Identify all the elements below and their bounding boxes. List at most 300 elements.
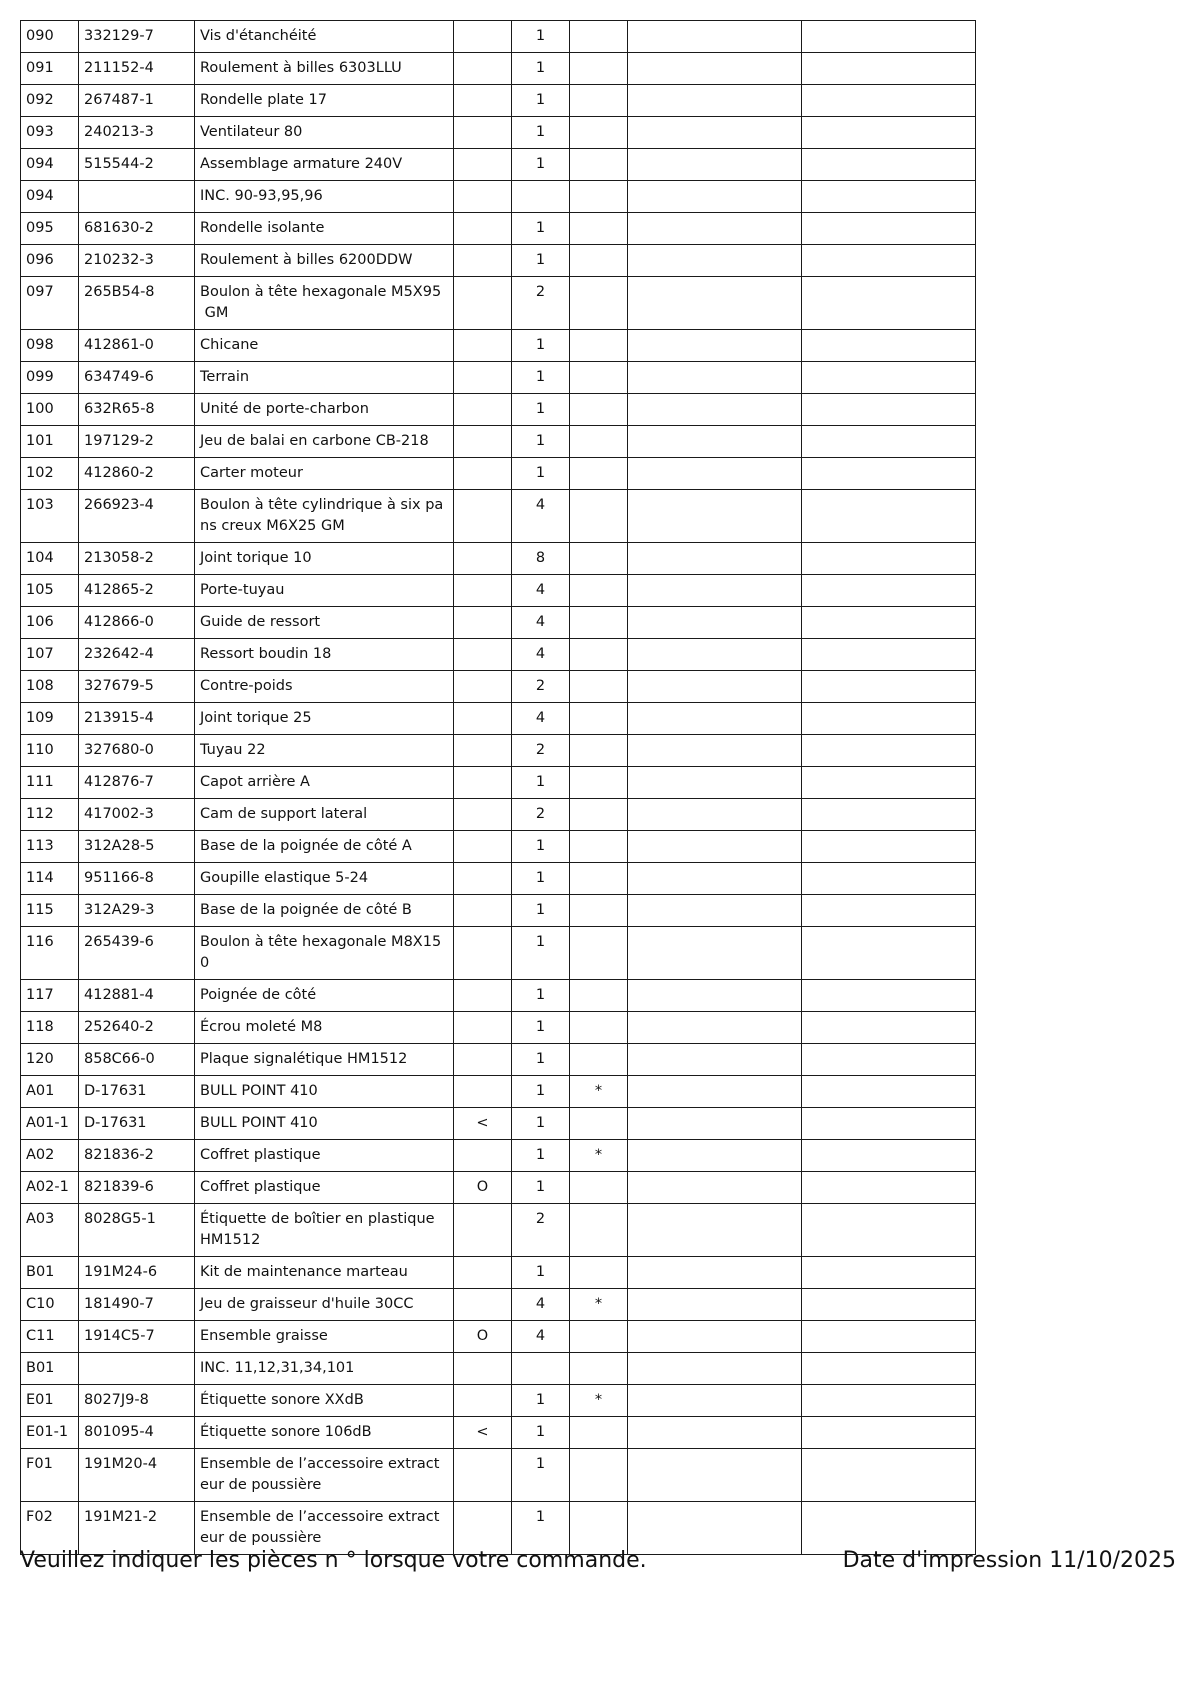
blank-cell xyxy=(802,1044,976,1076)
blank-cell xyxy=(802,607,976,639)
blank-cell xyxy=(628,1289,802,1321)
table-row xyxy=(21,1321,976,1353)
quantity-cell: 8 xyxy=(512,543,570,575)
flag-cell xyxy=(570,277,628,330)
blank-cell xyxy=(628,394,802,426)
item-number-cell: 101 xyxy=(21,426,79,458)
blank-cell xyxy=(628,767,802,799)
marker-cell xyxy=(454,1044,512,1076)
item-number-cell: 118 xyxy=(21,1012,79,1044)
table-row xyxy=(21,831,976,863)
marker-cell xyxy=(454,895,512,927)
marker-cell xyxy=(454,1289,512,1321)
table-row xyxy=(21,117,976,149)
blank-cell xyxy=(802,1076,976,1108)
description-cell: Contre-poids xyxy=(195,671,454,703)
item-number-cell: 104 xyxy=(21,543,79,575)
flag-cell xyxy=(570,85,628,117)
table-row xyxy=(21,1449,976,1502)
marker-cell xyxy=(454,1012,512,1044)
description-cell: Plaque signalétique HM1512 xyxy=(195,1044,454,1076)
flag-cell xyxy=(570,53,628,85)
quantity-cell: 1 xyxy=(512,117,570,149)
blank-cell xyxy=(802,1204,976,1257)
blank-cell xyxy=(802,735,976,767)
table-row xyxy=(21,213,976,245)
item-number-cell: 115 xyxy=(21,895,79,927)
item-number-cell: 114 xyxy=(21,863,79,895)
table-row xyxy=(21,895,976,927)
table-row xyxy=(21,53,976,85)
part-number-cell: 8028G5-1 xyxy=(79,1204,195,1257)
description-cell: Écrou moleté M8 xyxy=(195,1012,454,1044)
table-row xyxy=(21,671,976,703)
quantity-cell: 1 xyxy=(512,895,570,927)
blank-cell xyxy=(802,1172,976,1204)
description-cell: Étiquette de boîtier en plastique HM1512 xyxy=(195,1204,454,1257)
quantity-cell: 2 xyxy=(512,735,570,767)
marker-cell xyxy=(454,490,512,543)
flag-cell xyxy=(570,831,628,863)
table-row xyxy=(21,735,976,767)
table-row xyxy=(21,85,976,117)
marker-cell xyxy=(454,85,512,117)
blank-cell xyxy=(802,245,976,277)
flag-cell xyxy=(570,1012,628,1044)
quantity-cell: 1 xyxy=(512,85,570,117)
description-cell: Porte-tuyau xyxy=(195,575,454,607)
item-number-cell: E01-1 xyxy=(21,1417,79,1449)
table-row xyxy=(21,543,976,575)
part-number-cell: 8027J9-8 xyxy=(79,1385,195,1417)
flag-cell xyxy=(570,1417,628,1449)
quantity-cell: 1 xyxy=(512,1502,570,1555)
item-number-cell: 090 xyxy=(21,21,79,53)
blank-cell xyxy=(628,426,802,458)
description-cell: Ensemble graisse xyxy=(195,1321,454,1353)
flag-cell xyxy=(570,735,628,767)
marker-cell xyxy=(454,1353,512,1385)
description-cell: Jeu de balai en carbone CB-218 xyxy=(195,426,454,458)
item-number-cell: 107 xyxy=(21,639,79,671)
table-row xyxy=(21,703,976,735)
part-number-cell: 265B54-8 xyxy=(79,277,195,330)
item-number-cell: B01 xyxy=(21,1353,79,1385)
marker-cell xyxy=(454,149,512,181)
description-cell: Carter moteur xyxy=(195,458,454,490)
quantity-cell: 1 xyxy=(512,213,570,245)
blank-cell xyxy=(802,1353,976,1385)
flag-cell xyxy=(570,117,628,149)
quantity-cell: 1 xyxy=(512,1012,570,1044)
item-number-cell: 102 xyxy=(21,458,79,490)
marker-cell xyxy=(454,458,512,490)
flag-cell xyxy=(570,799,628,831)
marker-cell xyxy=(454,181,512,213)
blank-cell xyxy=(802,394,976,426)
table-row xyxy=(21,863,976,895)
marker-cell xyxy=(454,1257,512,1289)
table-row xyxy=(21,575,976,607)
flag-cell xyxy=(570,980,628,1012)
description-cell: Roulement à billes 6303LLU xyxy=(195,53,454,85)
marker-cell: O xyxy=(454,1321,512,1353)
blank-cell xyxy=(628,1076,802,1108)
part-number-cell: D-17631 xyxy=(79,1108,195,1140)
blank-cell xyxy=(802,426,976,458)
flag-cell xyxy=(570,1257,628,1289)
flag-cell: * xyxy=(570,1385,628,1417)
blank-cell xyxy=(628,213,802,245)
part-number-cell: 417002-3 xyxy=(79,799,195,831)
description-cell: Goupille elastique 5-24 xyxy=(195,863,454,895)
part-number-cell: 213915-4 xyxy=(79,703,195,735)
item-number-cell: E01 xyxy=(21,1385,79,1417)
flag-cell: * xyxy=(570,1289,628,1321)
part-number-cell: 232642-4 xyxy=(79,639,195,671)
blank-cell xyxy=(628,1012,802,1044)
blank-cell xyxy=(628,799,802,831)
table-row xyxy=(21,458,976,490)
blank-cell xyxy=(802,458,976,490)
description-cell: Unité de porte-charbon xyxy=(195,394,454,426)
item-number-cell: 091 xyxy=(21,53,79,85)
blank-cell xyxy=(628,1140,802,1172)
description-cell: Base de la poignée de côté A xyxy=(195,831,454,863)
part-number-cell: 197129-2 xyxy=(79,426,195,458)
item-number-cell: 120 xyxy=(21,1044,79,1076)
marker-cell xyxy=(454,831,512,863)
part-number-cell: 327680-0 xyxy=(79,735,195,767)
item-number-cell: 093 xyxy=(21,117,79,149)
table-row xyxy=(21,1012,976,1044)
item-number-cell: 098 xyxy=(21,330,79,362)
flag-cell xyxy=(570,245,628,277)
description-cell: Ensemble de l’accessoire extract eur de poussière xyxy=(195,1449,454,1502)
description-cell: Tuyau 22 xyxy=(195,735,454,767)
blank-cell xyxy=(628,927,802,980)
marker-cell xyxy=(454,53,512,85)
marker-cell xyxy=(454,1140,512,1172)
item-number-cell: 112 xyxy=(21,799,79,831)
quantity-cell: 1 xyxy=(512,1417,570,1449)
blank-cell xyxy=(628,1353,802,1385)
flag-cell: * xyxy=(570,1140,628,1172)
flag-cell xyxy=(570,543,628,575)
part-number-cell: 412865-2 xyxy=(79,575,195,607)
blank-cell xyxy=(628,1449,802,1502)
item-number-cell: A01 xyxy=(21,1076,79,1108)
flag-cell xyxy=(570,1204,628,1257)
flag-cell xyxy=(570,330,628,362)
part-number-cell: 210232-3 xyxy=(79,245,195,277)
quantity-cell: 4 xyxy=(512,1289,570,1321)
table-row xyxy=(21,767,976,799)
flag-cell xyxy=(570,575,628,607)
blank-cell xyxy=(802,575,976,607)
part-number-cell: 191M20-4 xyxy=(79,1449,195,1502)
quantity-cell: 1 xyxy=(512,1449,570,1502)
marker-cell xyxy=(454,575,512,607)
part-number-cell: 412881-4 xyxy=(79,980,195,1012)
flag-cell xyxy=(570,607,628,639)
item-number-cell: 100 xyxy=(21,394,79,426)
flag-cell xyxy=(570,1108,628,1140)
blank-cell xyxy=(628,362,802,394)
quantity-cell: 2 xyxy=(512,799,570,831)
description-cell: Assemblage armature 240V xyxy=(195,149,454,181)
blank-cell xyxy=(802,863,976,895)
blank-cell xyxy=(802,1257,976,1289)
item-number-cell: B01 xyxy=(21,1257,79,1289)
table-row xyxy=(21,1140,976,1172)
blank-cell xyxy=(628,181,802,213)
item-number-cell: A03 xyxy=(21,1204,79,1257)
quantity-cell: 1 xyxy=(512,1385,570,1417)
item-number-cell: A02 xyxy=(21,1140,79,1172)
flag-cell xyxy=(570,895,628,927)
blank-cell xyxy=(802,21,976,53)
blank-cell xyxy=(628,53,802,85)
quantity-cell: 1 xyxy=(512,21,570,53)
table-row xyxy=(21,1385,976,1417)
item-number-cell: 110 xyxy=(21,735,79,767)
item-number-cell: 096 xyxy=(21,245,79,277)
part-number-cell xyxy=(79,1353,195,1385)
description-cell: Kit de maintenance marteau xyxy=(195,1257,454,1289)
part-number-cell: 267487-1 xyxy=(79,85,195,117)
quantity-cell: 1 xyxy=(512,1172,570,1204)
blank-cell xyxy=(628,149,802,181)
marker-cell xyxy=(454,426,512,458)
quantity-cell: 1 xyxy=(512,245,570,277)
item-number-cell: A02-1 xyxy=(21,1172,79,1204)
quantity-cell: 1 xyxy=(512,767,570,799)
item-number-cell: 099 xyxy=(21,362,79,394)
description-cell: Ressort boudin 18 xyxy=(195,639,454,671)
part-number-cell: 312A28-5 xyxy=(79,831,195,863)
blank-cell xyxy=(802,1108,976,1140)
part-number-cell: 191M24-6 xyxy=(79,1257,195,1289)
flag-cell xyxy=(570,1044,628,1076)
quantity-cell: 2 xyxy=(512,277,570,330)
description-cell: Capot arrière A xyxy=(195,767,454,799)
item-number-cell: 103 xyxy=(21,490,79,543)
blank-cell xyxy=(628,1044,802,1076)
item-number-cell: 111 xyxy=(21,767,79,799)
flag-cell xyxy=(570,1353,628,1385)
blank-cell xyxy=(628,330,802,362)
table-row xyxy=(21,149,976,181)
part-number-cell: 191M21-2 xyxy=(79,1502,195,1555)
table-row xyxy=(21,394,976,426)
table-row xyxy=(21,607,976,639)
part-number-cell: D-17631 xyxy=(79,1076,195,1108)
blank-cell xyxy=(628,85,802,117)
marker-cell xyxy=(454,735,512,767)
description-cell: Étiquette sonore XXdB xyxy=(195,1385,454,1417)
quantity-cell: 4 xyxy=(512,1321,570,1353)
quantity-cell xyxy=(512,181,570,213)
quantity-cell: 1 xyxy=(512,426,570,458)
quantity-cell: 4 xyxy=(512,607,570,639)
flag-cell xyxy=(570,426,628,458)
item-number-cell: 105 xyxy=(21,575,79,607)
flag-cell xyxy=(570,21,628,53)
table-row xyxy=(21,639,976,671)
marker-cell xyxy=(454,671,512,703)
marker-cell xyxy=(454,639,512,671)
description-cell: INC. 90-93,95,96 xyxy=(195,181,454,213)
part-number-cell: 1914C5-7 xyxy=(79,1321,195,1353)
marker-cell xyxy=(454,21,512,53)
blank-cell xyxy=(802,149,976,181)
description-cell: Terrain xyxy=(195,362,454,394)
flag-cell xyxy=(570,394,628,426)
part-number-cell: 266923-4 xyxy=(79,490,195,543)
marker-cell xyxy=(454,980,512,1012)
flag-cell xyxy=(570,863,628,895)
table-row xyxy=(21,426,976,458)
marker-cell xyxy=(454,330,512,362)
description-cell: Ensemble de l’accessoire extract eur de poussière xyxy=(195,1502,454,1555)
table-row xyxy=(21,1289,976,1321)
description-cell: Base de la poignée de côté B xyxy=(195,895,454,927)
blank-cell xyxy=(802,1012,976,1044)
blank-cell xyxy=(628,607,802,639)
table-row xyxy=(21,1108,976,1140)
blank-cell xyxy=(802,490,976,543)
blank-cell xyxy=(802,799,976,831)
part-number-cell: 252640-2 xyxy=(79,1012,195,1044)
blank-cell xyxy=(802,1449,976,1502)
flag-cell xyxy=(570,181,628,213)
part-number-cell: 240213-3 xyxy=(79,117,195,149)
blank-cell xyxy=(628,1417,802,1449)
part-number-cell: 412861-0 xyxy=(79,330,195,362)
blank-cell xyxy=(628,117,802,149)
flag-cell xyxy=(570,1321,628,1353)
quantity-cell: 1 xyxy=(512,927,570,980)
table-row xyxy=(21,1076,976,1108)
marker-cell xyxy=(454,213,512,245)
blank-cell xyxy=(802,117,976,149)
description-cell: Boulon à tête cylindrique à six pa ns creux M6X25 GM xyxy=(195,490,454,543)
blank-cell xyxy=(802,703,976,735)
quantity-cell: 1 xyxy=(512,362,570,394)
order-instruction-note: Veuillez indiquer les pièces n ° lorsque votre commande. xyxy=(20,1548,647,1573)
part-number-cell: 327679-5 xyxy=(79,671,195,703)
quantity-cell: 1 xyxy=(512,458,570,490)
blank-cell xyxy=(628,980,802,1012)
item-number-cell: 094 xyxy=(21,149,79,181)
quantity-cell: 1 xyxy=(512,863,570,895)
part-number-cell: 801095-4 xyxy=(79,1417,195,1449)
quantity-cell: 2 xyxy=(512,1204,570,1257)
quantity-cell: 1 xyxy=(512,1257,570,1289)
blank-cell xyxy=(628,490,802,543)
table-row xyxy=(21,980,976,1012)
part-number-cell: 632R65-8 xyxy=(79,394,195,426)
item-number-cell: 116 xyxy=(21,927,79,980)
marker-cell xyxy=(454,1385,512,1417)
marker-cell xyxy=(454,799,512,831)
blank-cell xyxy=(802,1417,976,1449)
table-row xyxy=(21,1204,976,1257)
blank-cell xyxy=(628,1108,802,1140)
blank-cell xyxy=(802,1140,976,1172)
marker-cell: < xyxy=(454,1417,512,1449)
part-number-cell: 821836-2 xyxy=(79,1140,195,1172)
quantity-cell: 1 xyxy=(512,831,570,863)
blank-cell xyxy=(628,458,802,490)
blank-cell xyxy=(802,543,976,575)
blank-cell xyxy=(802,895,976,927)
blank-cell xyxy=(628,1257,802,1289)
description-cell: Cam de support lateral xyxy=(195,799,454,831)
blank-cell xyxy=(628,543,802,575)
quantity-cell: 1 xyxy=(512,394,570,426)
quantity-cell: 2 xyxy=(512,671,570,703)
description-cell: Rondelle plate 17 xyxy=(195,85,454,117)
part-number-cell: 951166-8 xyxy=(79,863,195,895)
item-number-cell: 113 xyxy=(21,831,79,863)
quantity-cell xyxy=(512,1353,570,1385)
table-row xyxy=(21,277,976,330)
table-row xyxy=(21,330,976,362)
item-number-cell: 117 xyxy=(21,980,79,1012)
part-number-cell: 213058-2 xyxy=(79,543,195,575)
marker-cell xyxy=(454,117,512,149)
blank-cell xyxy=(628,1321,802,1353)
item-number-cell: C10 xyxy=(21,1289,79,1321)
parts-table-body xyxy=(21,21,976,1555)
blank-cell xyxy=(628,735,802,767)
table-row xyxy=(21,21,976,53)
blank-cell xyxy=(802,980,976,1012)
table-row xyxy=(21,1353,976,1385)
blank-cell xyxy=(628,575,802,607)
item-number-cell: 108 xyxy=(21,671,79,703)
description-cell: INC. 11,12,31,34,101 xyxy=(195,1353,454,1385)
flag-cell xyxy=(570,149,628,181)
part-number-cell: 412876-7 xyxy=(79,767,195,799)
description-cell: Coffret plastique xyxy=(195,1172,454,1204)
description-cell: Boulon à tête hexagonale M8X15 0 xyxy=(195,927,454,980)
description-cell: Ventilateur 80 xyxy=(195,117,454,149)
table-row xyxy=(21,181,976,213)
marker-cell: O xyxy=(454,1172,512,1204)
part-number-cell: 312A29-3 xyxy=(79,895,195,927)
marker-cell xyxy=(454,927,512,980)
table-row xyxy=(21,1257,976,1289)
blank-cell xyxy=(628,831,802,863)
part-number-cell: 211152-4 xyxy=(79,53,195,85)
blank-cell xyxy=(628,1502,802,1555)
item-number-cell: 109 xyxy=(21,703,79,735)
marker-cell xyxy=(454,245,512,277)
item-number-cell: 092 xyxy=(21,85,79,117)
description-cell: Boulon à tête hexagonale M5X95 GM xyxy=(195,277,454,330)
quantity-cell: 4 xyxy=(512,490,570,543)
marker-cell xyxy=(454,703,512,735)
quantity-cell: 4 xyxy=(512,575,570,607)
description-cell: Joint torique 10 xyxy=(195,543,454,575)
marker-cell xyxy=(454,863,512,895)
blank-cell xyxy=(628,245,802,277)
marker-cell xyxy=(454,362,512,394)
flag-cell xyxy=(570,362,628,394)
